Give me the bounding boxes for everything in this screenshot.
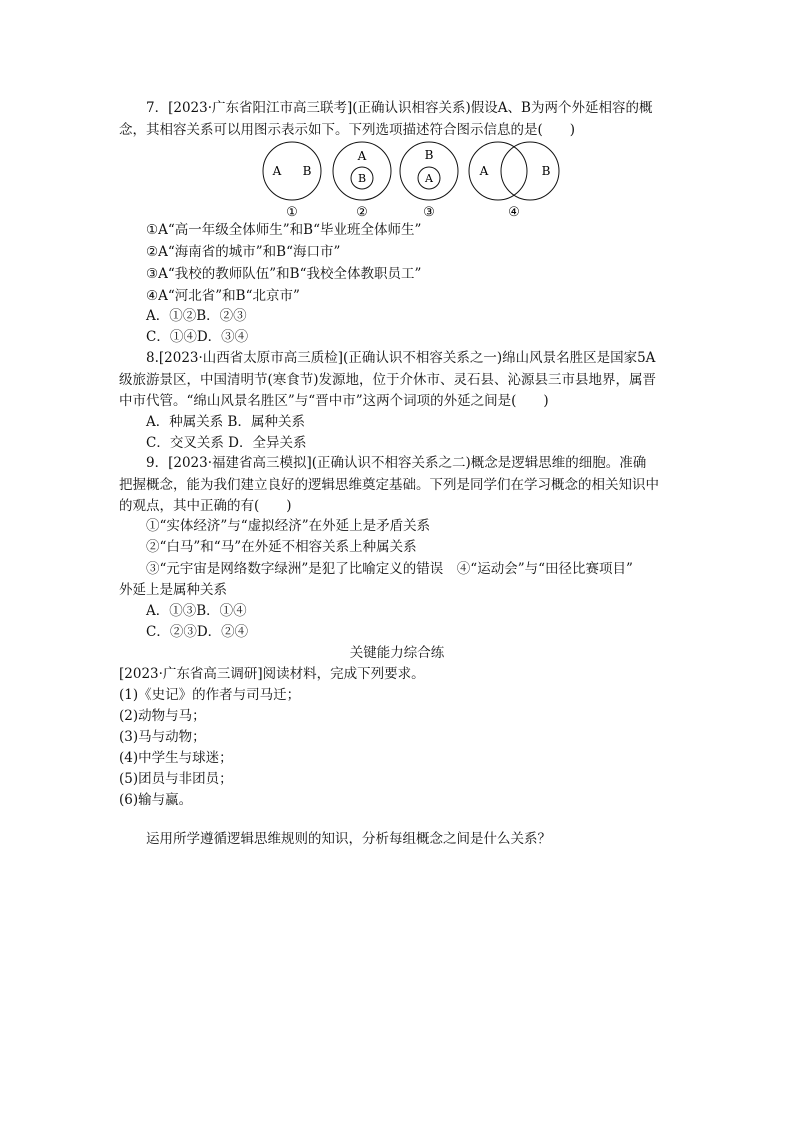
- q9-item-3-4: ③“元宇宙是网络数字绿洲”是犯了比喻定义的错误 ④“运动会”与“田径比赛项目”: [146, 561, 633, 577]
- section-title: 关键能力综合练: [349, 645, 445, 661]
- fig2-number: ②: [356, 205, 368, 220]
- pair-1: (1)《史记》的作者与司马迁；: [119, 687, 301, 703]
- fig3-number: ③: [423, 205, 435, 220]
- fig1-label-a: A: [272, 164, 282, 178]
- q8-options-ab: A．种属关系 B．属种关系: [146, 414, 305, 430]
- relation-diagram: [258, 138, 568, 220]
- q9-item-4-cont: 外延上是属种关系: [119, 582, 227, 598]
- section-intro: [2023·广东省高三调研]阅读材料，完成下列要求。: [119, 666, 425, 682]
- q8-stem-line3: 中市代管。“绵山风景名胜区”与“晋中市”这两个词项的外延之间是( ): [119, 393, 549, 409]
- analysis-question: 运用所学遵循逻辑思维规则的知识，分析每组概念之间是什么关系？: [146, 831, 551, 847]
- diagram-a-contains-b: [333, 142, 391, 220]
- q8-stem-line2: 级旅游景区，中国清明节(寒食节)发源地，位于介休市、灵石县、沁源县三市县地界，属晋: [119, 372, 657, 388]
- q7-item-3: ③A“我校的教师队伍”和B“我校全体教职员工”: [146, 266, 422, 282]
- pair-2: (2)动物与马；: [119, 708, 206, 724]
- q7-item-2: ②A“海南省的城市”和B“海口市”: [146, 244, 341, 260]
- pair-6: (6)输与赢。: [119, 792, 193, 808]
- q9-options-ab: A．①③B．①④: [146, 603, 247, 619]
- q9-stem-line1: 9．[2023·福建省高三模拟](正确认识不相容关系之二)概念是逻辑思维的细胞。准确: [146, 455, 647, 471]
- pair-4: (4)中学生与球迷；: [119, 750, 233, 766]
- q8-options-cd: C．交叉关系 D．全异关系: [146, 435, 307, 451]
- circle-a: [469, 142, 527, 200]
- q7-stem-line2: 念，其相容关系可以用图示表示如下。下列选项描述符合图示信息的是( ): [119, 122, 576, 138]
- q7-item-4: ④A“河北省”和B“北京市”: [146, 288, 300, 304]
- q9-stem-line2: 把握概念，能为我们建立良好的逻辑思维奠定基础。下列是同学们在学习概念的相关知识中: [119, 477, 659, 493]
- fig2-label-outer: A: [357, 149, 367, 163]
- q9-item-2: ②“白马”和“马”在外延不相容关系上种属关系: [146, 539, 417, 555]
- diagram-intersection: [469, 142, 559, 220]
- q7-stem-line1: 7．[2023·广东省阳江市高三联考](正确认识相容关系)假设A、B为两个外延相容的概: [146, 100, 653, 116]
- diagram-b-contains-a: [400, 142, 458, 220]
- pair-5: (5)团员与非团员；: [119, 771, 233, 787]
- fig4-number: ④: [508, 205, 520, 220]
- fig4-label-b: B: [541, 164, 551, 178]
- q7-options-ab: A．①②B．②③: [146, 308, 247, 324]
- q9-stem-line3: 的观点，其中正确的有( ): [119, 498, 292, 514]
- fig1-number: ①: [286, 205, 298, 220]
- fig3-label-inner: A: [425, 172, 433, 185]
- q9-options-cd: C．②③D．②④: [146, 624, 249, 640]
- q7-item-1: ①A“高一年级全体师生”和B“毕业班全体师生”: [146, 222, 422, 238]
- q7-options-cd: C．①④D．③④: [146, 329, 249, 345]
- pair-3: (3)马与动物；: [119, 729, 206, 745]
- q9-item-1: ①“实体经济”与“虚拟经济”在外延上是矛盾关系: [146, 518, 431, 534]
- fig2-label-inner: B: [357, 172, 367, 185]
- fig1-label-b: B: [302, 164, 312, 178]
- fig4-label-a: A: [479, 164, 489, 178]
- fig3-label-outer: B: [424, 148, 434, 162]
- diagram-identity: [263, 142, 321, 220]
- q8-stem-line1: 8.[2023·山西省太原市高三质检](正确认识不相容关系之一)绵山风景名胜区是国家5A: [146, 350, 656, 366]
